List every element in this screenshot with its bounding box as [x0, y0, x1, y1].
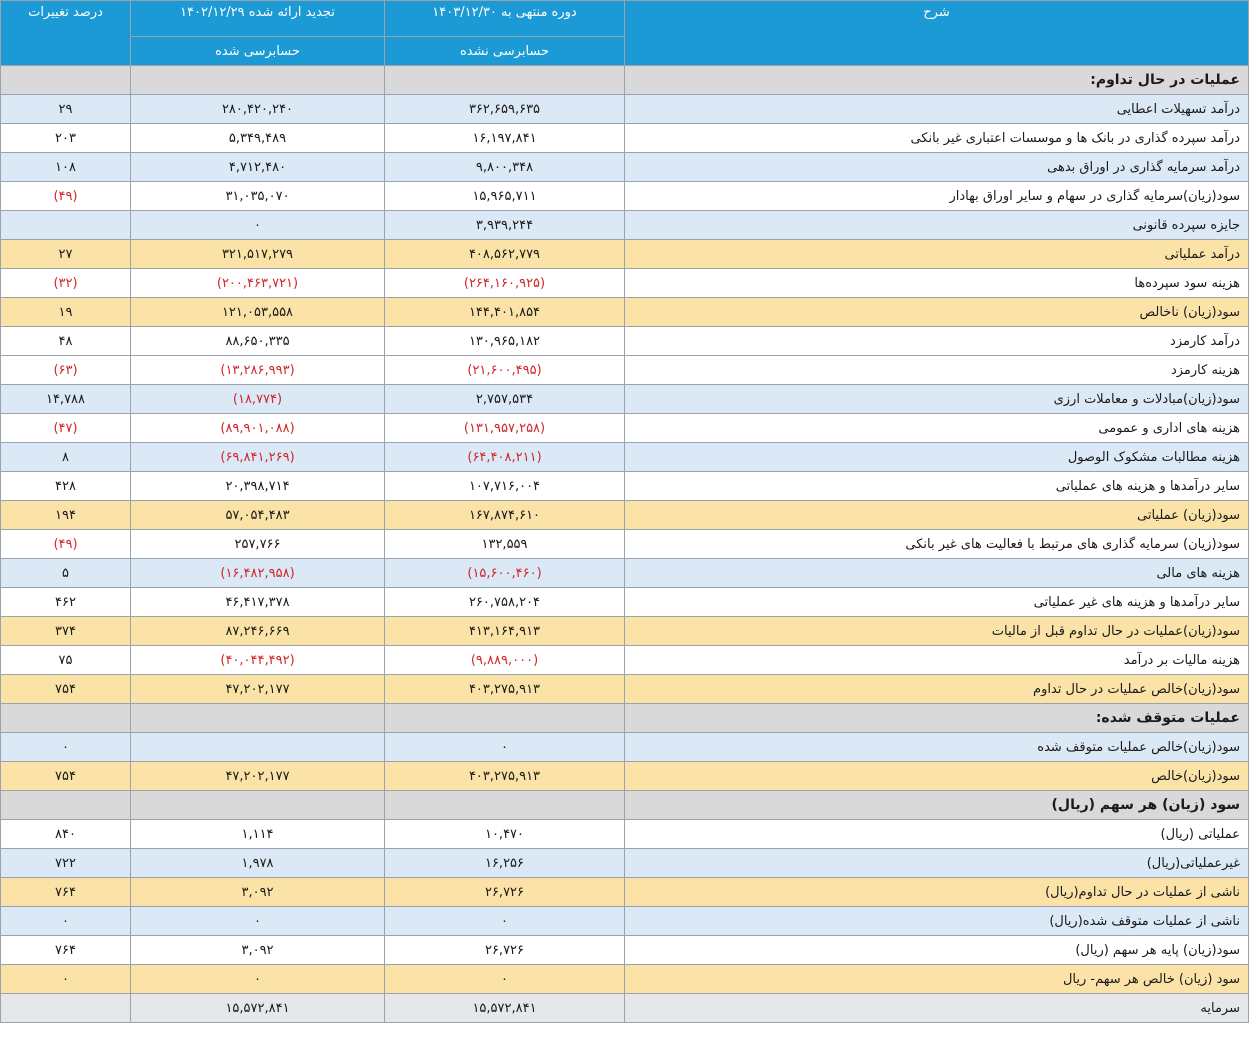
- row-value-prior: (۸۹,۹۰۱,۰۸۸): [131, 414, 385, 443]
- row-change-percent: [1, 704, 131, 733]
- table-row: [1, 907, 1249, 936]
- row-change-percent: ۴۶۲: [1, 588, 131, 617]
- row-value-prior: ۰: [131, 211, 385, 240]
- row-value-prior: ۸۸,۶۵۰,۳۳۵: [131, 327, 385, 356]
- table-row: [1, 878, 1249, 907]
- row-change-percent: ۵: [1, 559, 131, 588]
- row-value-current: ۲۶۰,۷۵۸,۲۰۴: [385, 588, 625, 617]
- row-description: سود (زیان) هر سهم (ریال): [625, 791, 1249, 820]
- row-value-prior: [131, 791, 385, 820]
- row-description: غیرعملیاتی(ریال): [625, 849, 1249, 878]
- row-change-percent: ۷۶۴: [1, 878, 131, 907]
- row-value-current: ۴۱۳,۱۶۴,۹۱۳: [385, 617, 625, 646]
- table-body: [1, 66, 1249, 1023]
- table-row: [1, 240, 1249, 269]
- row-value-prior: ۳,۰۹۲: [131, 878, 385, 907]
- row-value-current: ۱۳۰,۹۶۵,۱۸۲: [385, 327, 625, 356]
- row-value-prior: ۱۵,۵۷۲,۸۴۱: [131, 994, 385, 1023]
- row-change-percent: ۷۵۴: [1, 675, 131, 704]
- row-value-current: [385, 791, 625, 820]
- row-description: سود(زیان) پایه هر سهم (ریال): [625, 936, 1249, 965]
- row-description: هزینه های مالی: [625, 559, 1249, 588]
- table-row: [1, 356, 1249, 385]
- row-change-percent: [1, 211, 131, 240]
- row-value-prior: ۴۷,۲۰۲,۱۷۷: [131, 762, 385, 791]
- row-change-percent: (۴۷): [1, 414, 131, 443]
- row-value-prior: ۸۷,۲۴۶,۶۶۹: [131, 617, 385, 646]
- row-change-percent: ۲۰۳: [1, 124, 131, 153]
- row-value-current: ۱۳۲,۵۵۹: [385, 530, 625, 559]
- row-value-current: ۳۶۲,۶۵۹,۶۳۵: [385, 95, 625, 124]
- row-value-current: [385, 704, 625, 733]
- table-row: [1, 675, 1249, 704]
- table-row: [1, 414, 1249, 443]
- row-value-prior: (۱۳,۲۸۶,۹۹۳): [131, 356, 385, 385]
- row-value-current: ۱۶,۱۹۷,۸۴۱: [385, 124, 625, 153]
- row-value-current: ۲,۷۵۷,۵۳۴: [385, 385, 625, 414]
- row-description: سایر درآمدها و هزینه های عملیاتی: [625, 472, 1249, 501]
- header-description: شرح: [625, 1, 1249, 66]
- row-change-percent: ۷۵۴: [1, 762, 131, 791]
- row-value-prior: [131, 704, 385, 733]
- table-row: [1, 211, 1249, 240]
- table-row: [1, 298, 1249, 327]
- row-description: جایزه سپرده قانونی: [625, 211, 1249, 240]
- row-value-current: ۰: [385, 965, 625, 994]
- row-value-current: (۲۱,۶۰۰,۴۹۵): [385, 356, 625, 385]
- row-value-current: ۲۶,۷۲۶: [385, 936, 625, 965]
- row-value-prior: (۱۶,۴۸۲,۹۵۸): [131, 559, 385, 588]
- row-value-prior: ۳۱,۰۳۵,۰۷۰: [131, 182, 385, 211]
- row-value-prior: (۶۹,۸۴۱,۲۶۹): [131, 443, 385, 472]
- row-description: هزینه سود سپرده‌ها: [625, 269, 1249, 298]
- table-row: [1, 124, 1249, 153]
- row-value-prior: ۲۵۷,۷۶۶: [131, 530, 385, 559]
- row-change-percent: ۱۹۴: [1, 501, 131, 530]
- row-description: عملیات در حال تداوم:: [625, 66, 1249, 95]
- table-row: [1, 820, 1249, 849]
- row-change-percent: ۲۷: [1, 240, 131, 269]
- table-row: [1, 327, 1249, 356]
- row-change-percent: ۱۴,۷۸۸: [1, 385, 131, 414]
- row-value-prior: ۰: [131, 965, 385, 994]
- row-value-prior: ۴۷,۲۰۲,۱۷۷: [131, 675, 385, 704]
- row-value-prior: ۴,۷۱۲,۴۸۰: [131, 153, 385, 182]
- row-change-percent: ۷۲۲: [1, 849, 131, 878]
- row-description: سود(زیان)عملیات در حال تداوم قبل از مالیات: [625, 617, 1249, 646]
- row-change-percent: ۴۸: [1, 327, 131, 356]
- row-description: سود(زیان)سرمایه گذاری در سهام و سایر اوراق بهادار: [625, 182, 1249, 211]
- row-description: سود(زیان)خالص عملیات در حال تداوم: [625, 675, 1249, 704]
- row-value-prior: (۲۰۰,۴۶۳,۷۲۱): [131, 269, 385, 298]
- section-row: [1, 791, 1249, 820]
- table-row: [1, 646, 1249, 675]
- table-row: [1, 733, 1249, 762]
- row-value-current: ۱۶,۲۵۶: [385, 849, 625, 878]
- row-value-current: ۰: [385, 733, 625, 762]
- row-description: سود(زیان) سرمایه گذاری های مرتبط با فعالیت های غیر بانکی: [625, 530, 1249, 559]
- table-row: [1, 182, 1249, 211]
- row-value-current: (۹,۸۸۹,۰۰۰): [385, 646, 625, 675]
- row-change-percent: (۳۲): [1, 269, 131, 298]
- row-value-current: ۴۰۳,۲۷۵,۹۱۳: [385, 762, 625, 791]
- row-value-prior: ۰: [131, 907, 385, 936]
- row-description: سود(زیان) عملیاتی: [625, 501, 1249, 530]
- row-change-percent: ۱۹: [1, 298, 131, 327]
- row-value-prior: ۴۶,۴۱۷,۳۷۸: [131, 588, 385, 617]
- row-value-current: ۱۶۷,۸۷۴,۶۱۰: [385, 501, 625, 530]
- row-value-current: ۲۶,۷۲۶: [385, 878, 625, 907]
- row-change-percent: ۰: [1, 965, 131, 994]
- table-row: [1, 936, 1249, 965]
- row-value-prior: ۱۲۱,۰۵۳,۵۵۸: [131, 298, 385, 327]
- row-value-prior: ۳۲۱,۵۱۷,۲۷۹: [131, 240, 385, 269]
- row-description: سود (زیان) خالص هر سهم- ریال: [625, 965, 1249, 994]
- table-row: [1, 559, 1249, 588]
- table-row: [1, 501, 1249, 530]
- row-value-prior: [131, 733, 385, 762]
- row-description: سایر درآمدها و هزینه های غیر عملیاتی: [625, 588, 1249, 617]
- row-description: هزینه کارمزد: [625, 356, 1249, 385]
- row-value-current: ۱۵,۵۷۲,۸۴۱: [385, 994, 625, 1023]
- row-value-current: (۶۴,۴۰۸,۲۱۱): [385, 443, 625, 472]
- row-change-percent: ۸۴۰: [1, 820, 131, 849]
- row-value-prior: ۵,۳۴۹,۴۸۹: [131, 124, 385, 153]
- row-description: درآمد عملیاتی: [625, 240, 1249, 269]
- row-value-current: (۲۶۴,۱۶۰,۹۲۵): [385, 269, 625, 298]
- row-value-prior: ۵۷,۰۵۴,۴۸۳: [131, 501, 385, 530]
- row-value-current: ۱۴۴,۴۰۱,۸۵۴: [385, 298, 625, 327]
- row-change-percent: (۶۳): [1, 356, 131, 385]
- row-change-percent: [1, 66, 131, 95]
- row-change-percent: ۰: [1, 733, 131, 762]
- header-prior-audit-status: حسابرسی شده: [131, 37, 385, 66]
- row-value-current: ۹,۸۰۰,۳۴۸: [385, 153, 625, 182]
- row-change-percent: ۷۵: [1, 646, 131, 675]
- row-change-percent: [1, 994, 131, 1023]
- row-description: هزینه مطالبات مشکوک الوصول: [625, 443, 1249, 472]
- header-period-current: دوره منتهی به ۱۴۰۳/۱۲/۳۰: [385, 1, 625, 37]
- row-change-percent: [1, 791, 131, 820]
- table-row: [1, 994, 1249, 1023]
- table-row: [1, 95, 1249, 124]
- table-row: [1, 617, 1249, 646]
- row-value-prior: ۳,۰۹۲: [131, 936, 385, 965]
- section-row: [1, 704, 1249, 733]
- row-change-percent: ۱۰۸: [1, 153, 131, 182]
- row-change-percent: (۴۹): [1, 530, 131, 559]
- row-description: ناشی از عملیات متوقف شده(ریال): [625, 907, 1249, 936]
- table-row: [1, 443, 1249, 472]
- table-row: [1, 385, 1249, 414]
- row-description: درآمد سرمایه گذاری در اوراق بدهی: [625, 153, 1249, 182]
- row-value-prior: ۱,۹۷۸: [131, 849, 385, 878]
- row-description: سود(زیان) ناخالص: [625, 298, 1249, 327]
- row-description: عملیات متوقف شده:: [625, 704, 1249, 733]
- row-change-percent: ۲۹: [1, 95, 131, 124]
- section-row: [1, 66, 1249, 95]
- header-change-percent: درصد تغییرات: [1, 1, 131, 66]
- row-description: سرمایه: [625, 994, 1249, 1023]
- row-value-prior: ۲۸۰,۴۲۰,۲۴۰: [131, 95, 385, 124]
- row-description: سود(زیان)خالص عملیات متوقف شده: [625, 733, 1249, 762]
- row-description: درآمد سپرده گذاری در بانک ها و موسسات اعتباری غیر بانکی: [625, 124, 1249, 153]
- row-value-prior: (۱۸,۷۷۴): [131, 385, 385, 414]
- row-change-percent: ۴۲۸: [1, 472, 131, 501]
- row-value-current: ۰: [385, 907, 625, 936]
- row-description: سود(زیان)مبادلات و معاملات ارزی: [625, 385, 1249, 414]
- row-change-percent: ۰: [1, 907, 131, 936]
- row-value-current: (۱۳۱,۹۵۷,۲۵۸): [385, 414, 625, 443]
- row-value-prior: ۲۰,۳۹۸,۷۱۴: [131, 472, 385, 501]
- row-value-current: ۱۵,۹۶۵,۷۱۱: [385, 182, 625, 211]
- table-header: [1, 1, 1249, 66]
- header-period-prior: تجدید ارائه شده ۱۴۰۲/۱۲/۲۹: [131, 1, 385, 37]
- table-row: [1, 530, 1249, 559]
- row-description: عملیاتی (ریال): [625, 820, 1249, 849]
- row-description: ناشی از عملیات در حال تداوم(ریال): [625, 878, 1249, 907]
- row-value-prior: ۱,۱۱۴: [131, 820, 385, 849]
- row-value-prior: (۴۰,۰۴۴,۴۹۲): [131, 646, 385, 675]
- row-description: سود(زیان)خالص: [625, 762, 1249, 791]
- row-description: درآمد تسهیلات اعطایی: [625, 95, 1249, 124]
- table-row: [1, 153, 1249, 182]
- row-description: هزینه مالیات بر درآمد: [625, 646, 1249, 675]
- table-row: [1, 762, 1249, 791]
- row-value-current: ۴۰۳,۲۷۵,۹۱۳: [385, 675, 625, 704]
- table-row: [1, 588, 1249, 617]
- row-value-current: ۳,۹۳۹,۲۴۴: [385, 211, 625, 240]
- row-change-percent: (۴۹): [1, 182, 131, 211]
- row-change-percent: ۷۶۴: [1, 936, 131, 965]
- row-change-percent: ۸: [1, 443, 131, 472]
- row-value-current: (۱۵,۶۰۰,۴۶۰): [385, 559, 625, 588]
- table-row: [1, 472, 1249, 501]
- row-value-prior: [131, 66, 385, 95]
- table-row: [1, 849, 1249, 878]
- row-value-current: ۱۰۷,۷۱۶,۰۰۴: [385, 472, 625, 501]
- header-current-audit-status: حسابرسی نشده: [385, 37, 625, 66]
- row-value-current: [385, 66, 625, 95]
- row-description: درآمد کارمزد: [625, 327, 1249, 356]
- row-value-current: ۱۰,۴۷۰: [385, 820, 625, 849]
- table-row: [1, 269, 1249, 298]
- row-change-percent: ۳۷۴: [1, 617, 131, 646]
- table-row: [1, 965, 1249, 994]
- row-value-current: ۴۰۸,۵۶۲,۷۷۹: [385, 240, 625, 269]
- row-description: هزینه های اداری و عمومی: [625, 414, 1249, 443]
